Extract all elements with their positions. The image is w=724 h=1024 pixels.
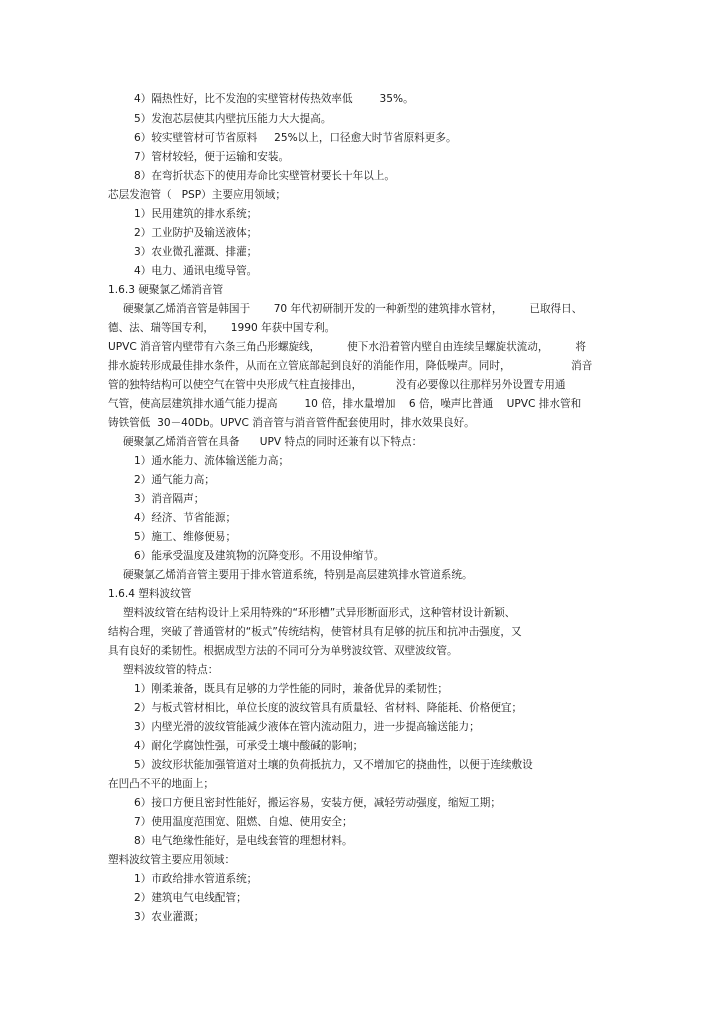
text-line: 德、法、瑞等国专利， 1990 年获中国专利。 — [108, 322, 336, 334]
text-line: UPVC 消音管内壁带有六条三角凸形螺旋线， 使下水沿着管内壁自由连续呈螺旋状流动， 将 — [108, 341, 586, 353]
text-line: 2）与板式管材相比，单位长度的波纹管具有质量轻、省材料、降能耗、价格便宜； — [134, 702, 523, 714]
text-line: 硬聚氯乙烯消音管主要用于排水管道系统，特别是高层建筑排水管道系统。 — [123, 569, 473, 581]
text-line: 7）使用温度范围宽、阻燃、自熄、使用安全； — [134, 816, 353, 828]
text-line: 8）电气绝缘性能好，是电线套管的理想材料。 — [134, 835, 353, 847]
text-line: 8）在弯折状态下的使用寿命比实壁管材要长十年以上。 — [134, 170, 395, 182]
text-line: 4）耐化学腐蚀性强，可承受土壤中酸碱的影响； — [134, 740, 364, 752]
text-line: 3）农业灌溉； — [134, 911, 205, 923]
text-line: 2）建筑电气电线配管； — [134, 892, 247, 904]
text-line: 具有良好的柔韧性。根据成型方法的不同可分为单劈波纹管、双壁波纹管。 — [108, 645, 458, 657]
text-line: 1）民用建筑的排水系统； — [134, 208, 258, 220]
section-heading: 1.6.3 硬聚氯乙烯消音管 — [108, 284, 224, 296]
text-line: 4）隔热性好，比不发泡的实壁管材传热效率低 35%。 — [134, 93, 414, 105]
section-label: 芯层发泡管（ PSP）主要应用领域； — [108, 189, 286, 201]
text-line: 1）通水能力、流体输送能力高； — [134, 455, 290, 467]
text-line: 塑料波纹管在结构设计上采用特殊的“环形槽”式异形断面形式，这种管材设计新颖、 — [123, 607, 516, 619]
text-line: 3）农业微孔灌溉、排灌； — [134, 246, 258, 258]
text-line: 6）较实壁管材可节省原料 25%以上，口径愈大时节省原料更多。 — [134, 132, 457, 144]
text-line: 在凹凸不平的地面上； — [108, 778, 214, 790]
text-line: 硬聚氯乙烯消音管在具备 UPV 特点的同时还兼有以下特点： — [123, 436, 423, 448]
text-line: 气管，使高层建筑排水通气能力提高 10 倍，排水量增加 6 倍，噪声比普通 UPVC 排水管和 — [108, 398, 582, 410]
text-line: 2）工业防护及输送液体； — [134, 227, 258, 239]
section-label: 塑料波纹管主要应用领域： — [108, 854, 236, 866]
text-line: 1）刚柔兼备，既具有足够的力学性能的同时，兼备优异的柔韧性； — [134, 683, 448, 695]
text-line: 管的独特结构可以使空气在管中央形成气柱直接排出， 没有必要像以往那样另外设置专用通 — [108, 379, 566, 391]
text-line: 5）施工、维修便易； — [134, 531, 237, 543]
text-line: 5）波纹形状能加强管道对土壤的负荷抵抗力，又不增加它的挠曲性，以便于连续敷设 — [134, 759, 533, 771]
text-line: 4）电力、通讯电缆导管。 — [134, 265, 258, 277]
text-line: 5）发泡芯层使其内壁抗压能力大大提高。 — [134, 113, 332, 125]
text-line: 6）接口方便且密封性能好，搬运容易，安装方便，减轻劳动强度，缩短工期； — [134, 797, 501, 809]
text-line: 塑料波纹管的特点： — [123, 664, 219, 676]
text-line: 铸铁管低 30－40Db。UPVC 消音管与消音管件配套使用时，排水效果良好。 — [108, 417, 475, 429]
text-line: 结构合理，突破了普通管材的“板式”传统结构，使管材具有足够的抗压和抗冲击强度，又 — [108, 626, 522, 638]
text-line: 7）管材较轻，便于运输和安装。 — [134, 151, 290, 163]
text-line: 2）通气能力高； — [134, 474, 215, 486]
text-line: 1）市政给排水管道系统； — [134, 873, 258, 885]
text-line: 3）消音隔声； — [134, 493, 205, 505]
text-line: 4）经济、节省能源； — [134, 512, 237, 524]
text-line: 排水旋转形成最佳排水条件，从而在立管底部起到良好的消能作用，降低噪声。同时， 消音 — [108, 360, 593, 372]
text-line: 硬聚氯乙烯消音管是韩国于 70 年代初研制开发的一种新型的建筑排水管材， 已取得日、 — [123, 303, 583, 315]
text-line: 6）能承受温度及建筑物的沉降变形。不用设伸缩节。 — [134, 550, 385, 562]
text-line: 3）内壁光滑的波纹管能减少液体在管内流动阻力，进一步提高输送能力； — [134, 721, 480, 733]
section-heading: 1.6.4 塑料波纹管 — [108, 588, 192, 600]
